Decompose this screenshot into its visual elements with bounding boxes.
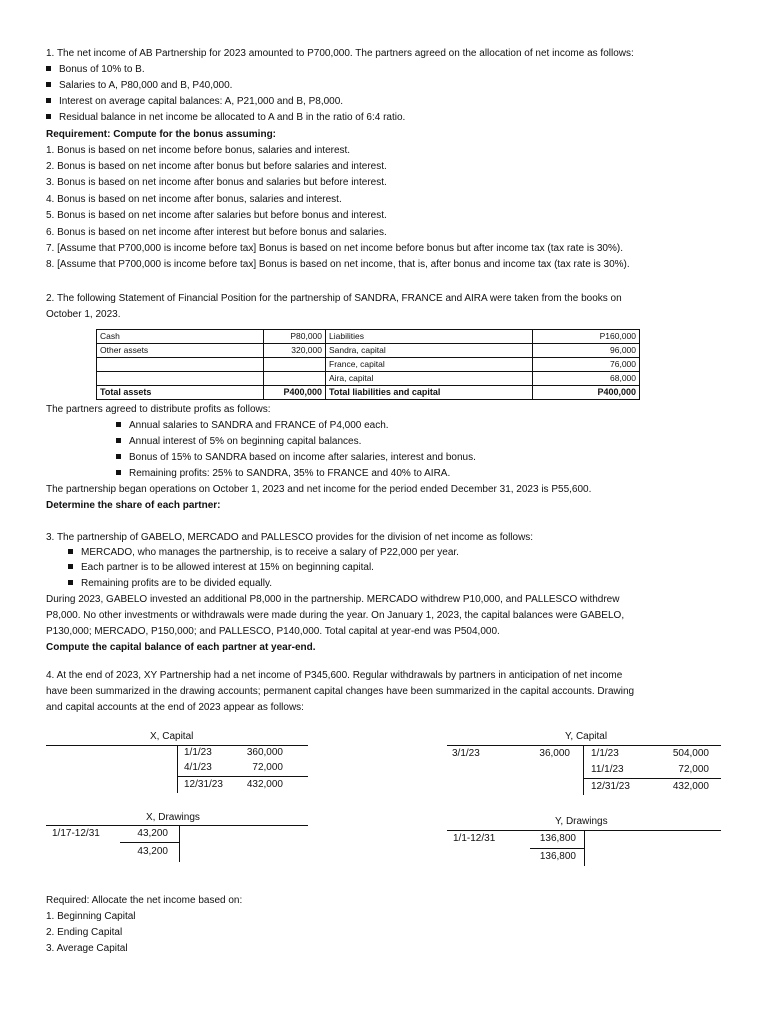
t-account-divider [179,825,180,862]
table-cell: Total assets [97,386,264,400]
table-cell [97,358,264,372]
credit-date: 12/31/23 [184,779,223,790]
table-cell: 68,000 [533,372,640,386]
p1-item: 2. Bonus is based on net income after bonus but before salaries and interest. [46,161,387,172]
table-cell: Aira, capital [326,372,533,386]
bullet-icon [46,98,51,103]
t-account-total-line [530,848,584,849]
table-row [97,358,640,372]
table-cell: France, capital [326,358,533,372]
credit-amount: 504,000 [672,748,709,759]
p3-bullet: Each partner is to be allowed interest at 15% on beginning capital. [68,560,374,576]
t-account-total-line [120,842,179,843]
table-cell [264,358,326,372]
p3-intro: 3. The partnership of GABELO, MERCADO and PALLESCO provides for the division of net income as follows: [46,532,534,543]
bullet-icon [116,422,121,427]
p2-bullet: Remaining profits: 25% to SANDRA, 35% to FRANCE and 40% to AIRA. [116,466,450,482]
bullet-icon [116,454,121,459]
credit-date: 1/1/23 [184,747,212,758]
bullet-icon [68,580,73,585]
credit-date: 11/1/23 [591,764,624,775]
p1-item: 3. Bonus is based on net income after bonus and salaries but before interest. [46,177,387,188]
p2-intro-date: October 1, 2023. [46,309,121,320]
p2-intro: 2. The following Statement of Financial Position for the partnership of SANDRA, FRANCE and AIRA were taken from the books on [46,293,622,304]
table-cell: P160,000 [533,330,640,344]
p2-bullet: Annual interest of 5% on beginning capital balances. [116,434,361,450]
credit-date: 4/1/23 [184,762,212,773]
statement-of-financial-position [96,329,640,400]
p4-item: 2. Ending Capital [46,927,123,938]
p2-determine: Determine the share of each partner: [46,500,221,511]
t-account-top-line [447,745,721,746]
debit-date: 1/1-12/31 [453,833,496,844]
t-account-title: X, Drawings [146,812,200,823]
debit-amount: 136,800 [539,833,576,844]
credit-amount: 72,000 [678,764,709,775]
credit-amount: 72,000 [252,762,283,773]
debit-amount: 36,000 [539,748,570,759]
bullet-icon [116,470,121,475]
p3-line: P8,000. No other investments or withdrawals were made during the year. On January 1, 2023, the capital balances were GABELO, [46,610,625,621]
debit-date: 3/1/23 [452,748,480,759]
p4-item: 3. Average Capital [46,943,128,954]
table-cell: Liabilities [326,330,533,344]
credit-amount: 360,000 [246,747,283,758]
bullet-icon [46,82,51,87]
t-account-title: Y, Drawings [555,816,608,827]
t-account-total-line [177,776,308,777]
p1-item: 7. [Assume that P700,000 is income before tax] Bonus is based on net income before bonus but after income tax (tax rate is 30%). [46,243,623,254]
table-row [97,330,640,344]
bullet-icon [68,564,73,569]
t-account-top-line [46,825,308,826]
p1-item: 5. Bonus is based on net income after salaries but before bonus and interest. [46,210,387,221]
credit-date: 1/1/23 [591,748,619,759]
p2-began: The partnership began operations on October 1, 2023 and net income for the period ended December 31, 2023 is P55,600. [46,484,592,495]
credit-amount: 432,000 [246,779,283,790]
bullet-icon [46,66,51,71]
table-cell: Cash [97,330,264,344]
table-cell: 96,000 [533,344,640,358]
bullet-icon [46,114,51,119]
p1-item: 6. Bonus is based on net income after interest but before bonus and salaries. [46,227,387,238]
p1-bullet: Interest on average capital balances: A, P21,000 and B, P8,000. [46,94,343,110]
p4-item: 1. Beginning Capital [46,911,136,922]
p3-line: P130,000; MERCADO, P150,000; and PALLESCO, P140,000. Total capital at year-end was P504,000. [46,626,500,637]
p1-item: 1. Bonus is based on net income before bonus, salaries and interest. [46,145,351,156]
p3-compute: Compute the capital balance of each partner at year-end. [46,642,316,653]
credit-amount: 432,000 [672,781,709,792]
table-cell: P80,000 [264,330,326,344]
t-account-title: Y, Capital [565,731,608,742]
table-row [97,372,640,386]
t-account-divider [177,745,178,793]
p1-bullet: Salaries to A, P80,000 and B, P40,000. [46,78,232,94]
table-cell [97,372,264,386]
table-cell: Total liabilities and capital [326,386,533,400]
table-cell: 76,000 [533,358,640,372]
table-cell: Sandra, capital [326,344,533,358]
table-cell: Other assets [97,344,264,358]
p3-bullet: MERCADO, who manages the partnership, is to receive a salary of P22,000 per year. [68,545,459,561]
table-cell: P400,000 [533,386,640,400]
t-account-divider [583,745,584,795]
p1-intro: 1. The net income of AB Partnership for 2023 amounted to P700,000. The partners agreed on the allocation of net income as follows: [46,48,634,59]
table-cell: 320,000 [264,344,326,358]
table-row [97,344,640,358]
p2-bullet: Bonus of 15% to SANDRA based on income after salaries, interest and bonus. [116,450,476,466]
debit-total: 43,200 [137,846,168,857]
table-cell [264,372,326,386]
p1-requirement: Requirement: Compute for the bonus assuming: [46,129,277,140]
debit-date: 1/17-12/31 [52,828,100,839]
p3-bullet: Remaining profits are to be divided equally. [68,576,272,592]
p4-line: 4. At the end of 2023, XY Partnership had a net income of P345,600. Regular withdrawals by partners in anticipation of net income [46,670,623,681]
t-account-title: X, Capital [150,731,194,742]
table-total-row [97,386,640,400]
t-account-divider [584,830,585,866]
debit-total: 136,800 [539,851,576,862]
t-account-total-line [583,778,721,779]
credit-date: 12/31/23 [591,781,630,792]
p1-item: 4. Bonus is based on net income after bonus, salaries and interest. [46,194,342,205]
p2-agreed: The partners agreed to distribute profits as follows: [46,404,271,415]
p4-required: Required: Allocate the net income based on: [46,895,243,906]
bullet-icon [68,549,73,554]
p1-bullet: Bonus of 10% to B. [46,62,145,78]
p4-line: have been summarized in the drawing accounts; permanent capital changes have been summarized in the capital accounts. Drawing [46,686,635,697]
p3-line: During 2023, GABELO invested an additional P8,000 in the partnership. MERCADO withdrew P10,000, and PALLESCO withdrew [46,594,620,605]
bullet-icon [116,438,121,443]
debit-amount: 43,200 [137,828,168,839]
p4-line: and capital accounts at the end of 2023 appear as follows: [46,702,304,713]
p1-bullet: Residual balance in net income be allocated to A and B in the ratio of 6:4 ratio. [46,110,405,126]
p1-item: 8. [Assume that P700,000 is income before tax] Bonus is based on net income, that is, after bonus and income tax (tax rate is 30%). [46,259,630,270]
table-cell: P400,000 [264,386,326,400]
p2-bullet: Annual salaries to SANDRA and FRANCE of P4,000 each. [116,418,389,434]
